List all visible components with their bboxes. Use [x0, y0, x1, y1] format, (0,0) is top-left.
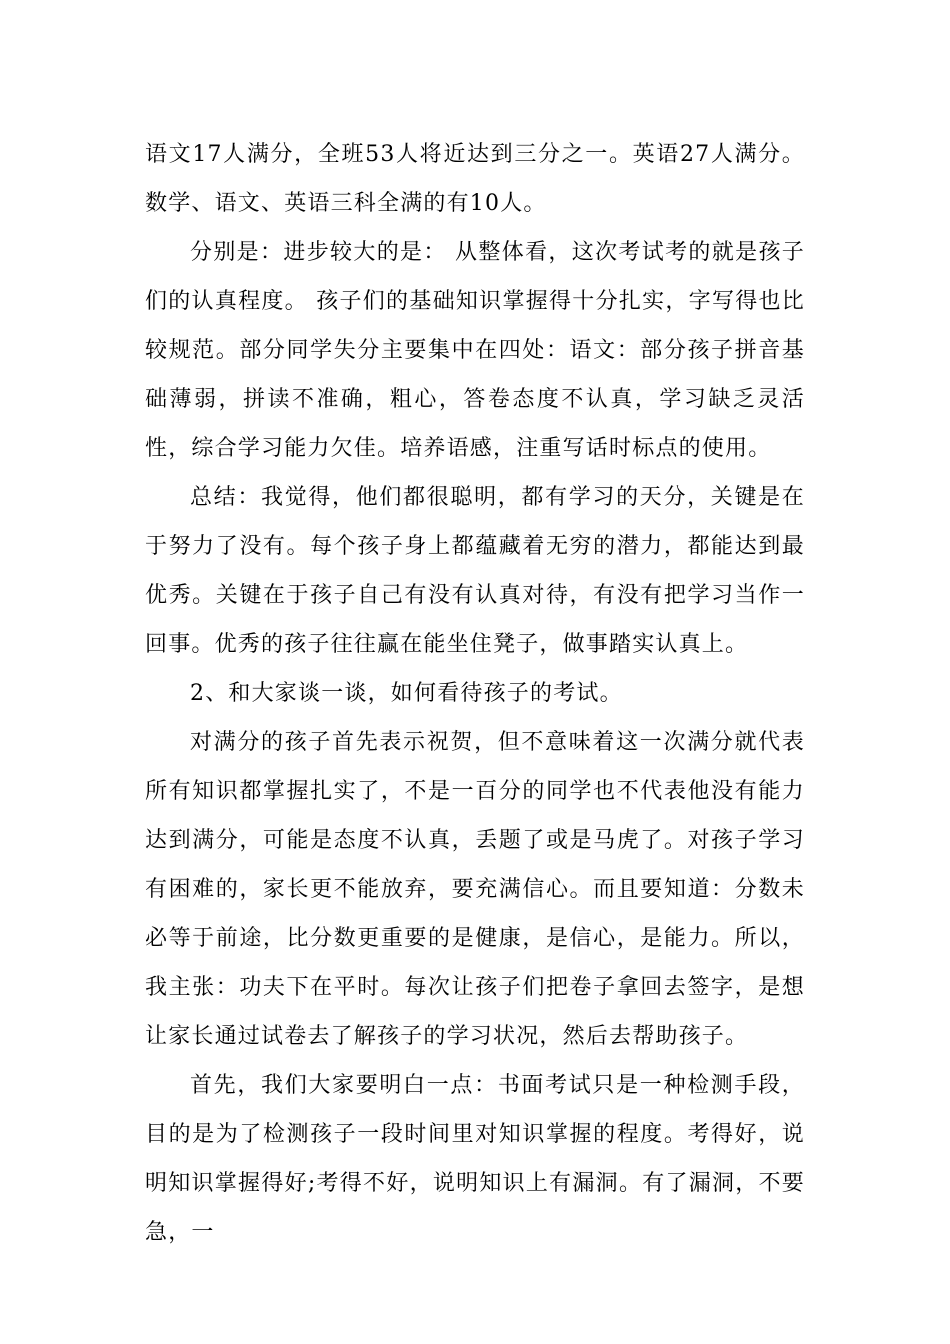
paragraph-5: 对满分的孩子首先表示祝贺，但不意味着这一次满分就代表所有知识都掌握扎实了，不是一百分的同学也不代表他没有能力达到满分，可能是态度不认真，丢题了或是马虎了。对孩子学习有困难的，家长更不能放弃，要充满信心。而且要知道：分数未必等于前途，比分数更重要的是健康，是信心，是能力。所以，我主张：功夫下在平时。每次让孩子们把卷子拿回去签字，是想让家长通过试卷去了解孩子的学习状况，然后去帮助孩子。 [145, 730, 805, 1049]
paragraph-6: 首先，我们大家要明白一点：书面考试只是一种检测手段，目的是为了检测孩子一段时间里对知识掌握的程度。考得好，说明知识掌握得好;考得不好，说明知识上有漏洞。有了漏洞，不要急，一 [145, 1073, 805, 1245]
paragraph-1: 语文17人满分，全班53人将近达到三分之一。英语27人满分。数学、语文、英语三科全满的有10人。 [145, 142, 805, 216]
paragraph-4: 2、和大家谈一谈，如何看待孩子的考试。 [190, 681, 623, 706]
document-body [145, 130, 805, 1257]
paragraph-2: 分别是：进步较大的是： 从整体看，这次考试考的就是孩子们的认真程度。 孩子们的基础知识掌握得十分扎实，字写得也比较规范。部分同学失分主要集中在四处：语文：部分孩子拼音基础薄弱，拼读不准确，粗心，答卷态度不认真，学习缺乏灵活性，综合学习能力欠佳。培养语感，注重写话时标点的使用。 [145, 240, 805, 461]
paragraph-3: 总结：我觉得，他们都很聪明，都有学习的天分，关键是在于努力了没有。每个孩子身上都蕴藏着无穷的潜力，都能达到最优秀。关键在于孩子自己有没有认真对待，有没有把学习当作一回事。优秀的孩子往往赢在能坐住凳子，做事踏实认真上。 [145, 485, 805, 657]
